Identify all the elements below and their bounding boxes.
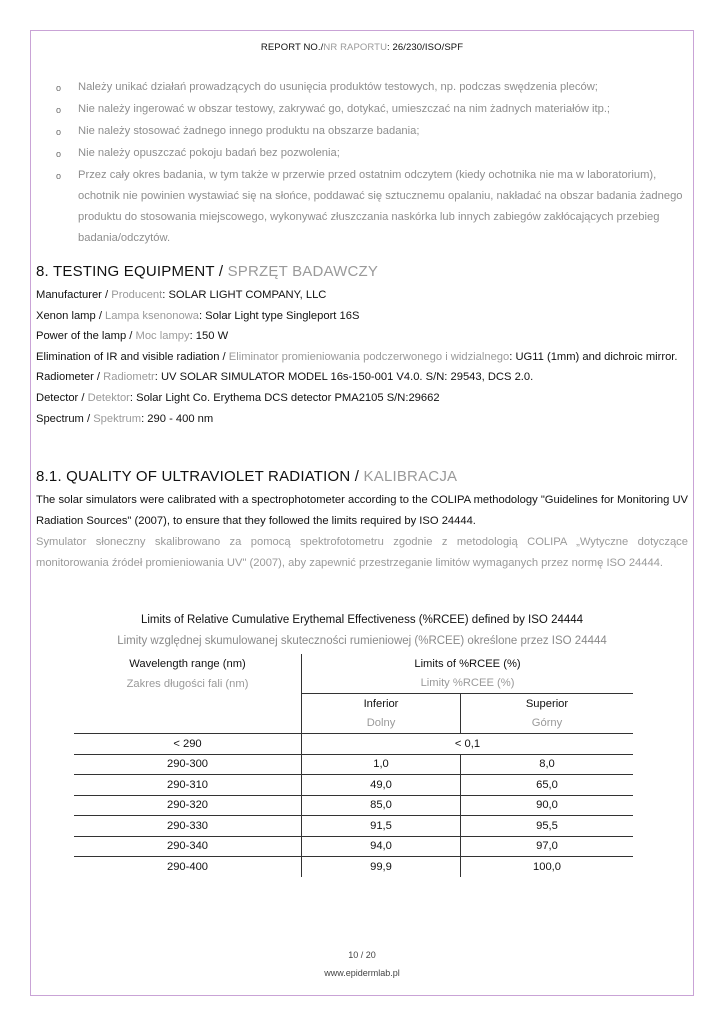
section-8-title-pl: SPRZĘT BADAWCZY [227,263,379,280]
report-number: : 26/230/ISO/SPF [387,42,464,53]
bullet-mark: o [56,105,62,115]
equipment-row [36,347,686,368]
section-8-1-title-pl: KALIBRACJA [363,468,458,485]
table-cell-superior: 65,0 [461,775,634,796]
col-header-limits: Limits of %RCEE (%) [302,654,634,674]
bullet-text: Nie należy ingerować w obszar testowy, zakrywać go, dotykać, umieszczać na nim żadnych materiałów itp.; [78,103,611,115]
bullet-text: Nie należy opuszczać pokoju badań bez pozwolenia; [78,147,340,159]
section-8-title [36,263,378,280]
list-item [56,143,686,165]
table-row [74,754,633,775]
col-header-superior: Superior [461,694,634,714]
table-cell-superior: 97,0 [461,836,634,857]
list-item [56,121,686,143]
table-cell-superior: 95,5 [461,816,634,837]
equipment-value: : SOLAR LIGHT COMPANY, LLC [162,289,327,301]
equipment-label-en: Detector / [36,391,88,404]
page-number: 10 / 20 [348,950,376,960]
equipment-row [36,326,686,347]
equipment-row [36,367,686,388]
equipment-label-pl: Detektor [87,391,130,404]
table-cell-range: 290-320 [74,795,302,816]
table-cell-inferior: 99,9 [302,857,461,877]
table-cell-inferior: 85,0 [302,795,461,816]
equipment-value: : 290 - 400 nm [141,412,214,425]
table-cell-range: < 290 [74,734,302,755]
col-header-superior-pl: Górny [461,714,634,734]
equipment-label-pl: Moc lampy [135,330,190,343]
equipment-row [36,388,686,409]
section-8-1-title-en: 8.1. QUALITY OF ULTRAVIOLET RADIATION / [36,468,364,485]
equipment-value: : Solar Light type Singleport 16S [198,309,360,322]
bullet-mark: o [56,83,62,93]
table-cell-inferior: 49,0 [302,775,461,796]
equipment-row [36,306,686,327]
table-row [74,816,633,837]
report-label-en: REPORT NO. [260,42,321,53]
table-cell-superior: 8,0 [461,754,634,775]
calibration-paragraph-pl: Symulator słoneczny skalibrowano za pomocą spektrofotometru zgodnie z metodologią COLIPA „Wytyczne dotyczące monitorowania źródeł promieniowania UV" (2007), aby zapewnić przestrzeganie limitów wymaganych przez normę ISO 24444. [36,536,688,569]
equipment-value: : 150 W [189,330,229,343]
col-header-inferior-pl: Dolny [302,714,461,734]
equipment-value: : Solar Light Co. Erythema DCS detector PMA2105 S/N:29662 [129,391,440,404]
rcee-limits-table [74,654,633,877]
col-header-limits-pl: Limity %RCEE (%) [302,674,634,694]
table-cell-superior: 100,0 [461,857,634,877]
report-header: REPORT NO./NR RAPORTU: 26/230/ISO/SPF [260,42,464,53]
equipment-value: : UG11 (1mm) and dichroic mirror. [509,350,678,363]
equipment-label-en: Xenon lamp / [36,309,106,322]
table-row [74,775,633,796]
equipment-list [36,285,686,429]
list-item [56,77,686,99]
website-link[interactable]: www.epidermlab.pl [324,968,400,978]
calibration-paragraph-en: The solar simulators were calibrated with a spectrophotometer according to the COLIPA methodology "Guidelines for Monitoring UV Radiation Sources" (2007), to ensure that they followed the limits required by ISO 24444. [36,494,688,527]
col-header-wavelength: Wavelength range (nm) [129,657,246,670]
list-item [56,165,686,249]
equipment-label-en: Elimination of IR and visible radiation / [36,350,229,363]
equipment-label-en: Manufacturer / [36,289,112,301]
table-cell-range: 290-330 [74,816,302,837]
equipment-label-en: Power of the lamp / [36,330,136,343]
section-8-title-en: 8. TESTING EQUIPMENT / [36,263,228,280]
table-cell-range: 290-310 [74,775,302,796]
report-label-pl: NR RAPORTU [323,42,388,53]
equipment-label-pl: Radiometr [103,371,155,384]
equipment-label-pl: Eliminator promieniowania podczerwonego i widzialnego [228,350,510,363]
equipment-label-en: Radiometer / [36,371,104,384]
table-cell-range: 290-400 [166,860,209,873]
section-8-1-title [36,468,457,485]
bullet-mark: o [56,171,62,181]
table-row [74,734,633,755]
bullet-text: Nie należy stosować żadnego innego produktu na obszarze badania; [78,125,420,137]
table-row [74,857,633,877]
equipment-row [36,409,686,430]
table-cell-range: 290-300 [74,754,302,775]
table-cell-superior: 90,0 [461,795,634,816]
col-header-wavelength-pl: Zakres długości fali (nm) [126,677,249,690]
bullet-text: Przez cały okres badania, w tym także w przerwie przed ostatnim odczytem (kiedy ochotnika nie ma w laboratorium), ochotnik nie powinien wystawiać się na słońce, poddawać się sztucznemu opalaniu, nakładać na obszar badania żadnego produktu do stosowania miejscowego, wykonywać złuszczania naskórka lub innych zabiegów zakłócających przebieg badania/odczytów. [78,169,683,244]
table-cell-value: < 0,1 [302,734,634,755]
table-caption-en: Limits of Relative Cumulative Erythemal Effectiveness (%RCEE) defined by ISO 24444 [140,614,584,626]
equipment-value: : UV SOLAR SIMULATOR MODEL 16s-150-001 V4.0. S/N: 29543, DCS 2.0. [154,371,534,384]
equipment-label-pl: Lampa ksenonowa [105,309,199,322]
table-cell-inferior: 1,0 [302,754,461,775]
bullet-mark: o [56,127,62,137]
table-row [74,795,633,816]
instruction-bullet-list [56,77,686,249]
table-cell-range: 290-340 [74,836,302,857]
table-cell-inferior: 91,5 [302,816,461,837]
equipment-label-pl: Producent [111,289,163,301]
table-cell-inferior: 94,0 [302,836,461,857]
list-item [56,99,686,121]
equipment-row [36,285,686,306]
bullet-mark: o [56,149,62,159]
equipment-label-pl: Spektrum [93,412,142,425]
bullet-text: Należy unikać działań prowadzących do usunięcia produktów testowych, np. podczas swędzenia pleców; [78,81,598,93]
col-header-inferior: Inferior [302,694,461,714]
equipment-label-en: Spectrum / [36,412,94,425]
table-caption-pl: Limity względnej skumulowanej skuteczności rumieniowej (%RCEE) określone przez ISO 24444 [117,635,607,647]
table-row [74,836,633,857]
